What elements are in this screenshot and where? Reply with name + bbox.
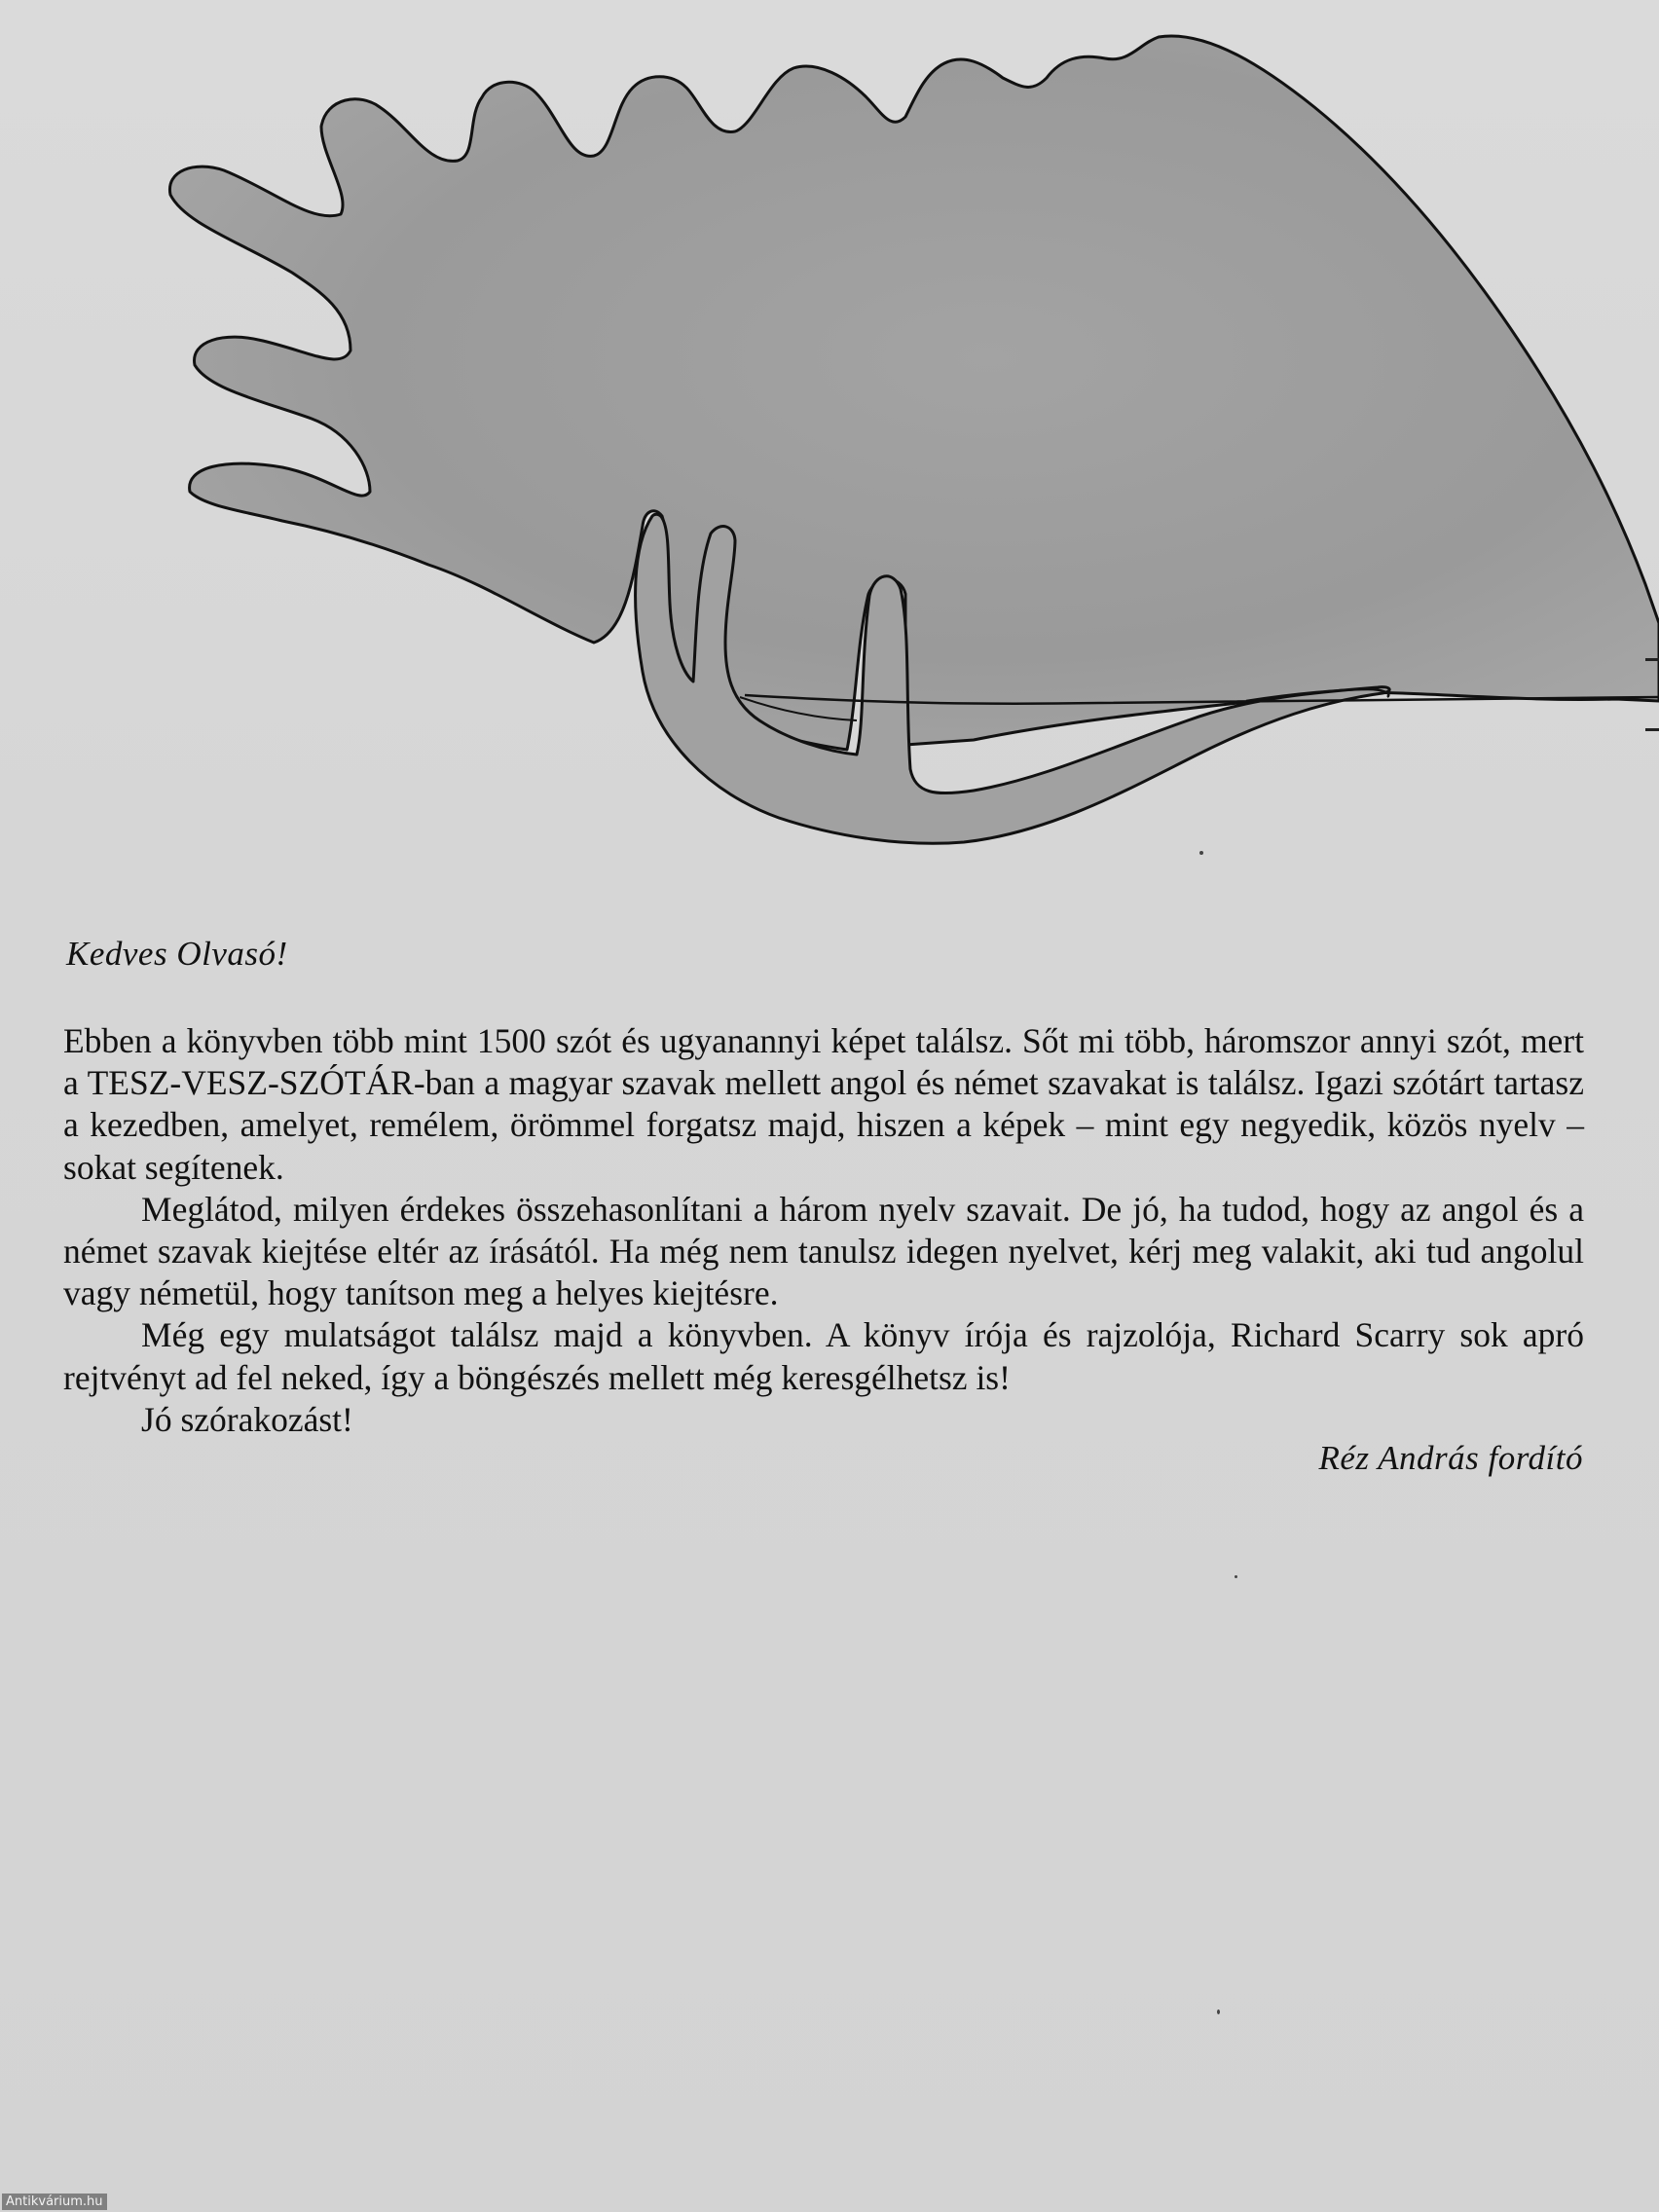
page-edge-marks [1645,643,1659,750]
letter-salutation: Kedves Olvasó! [66,935,288,973]
paragraph-1: Ebben a könyvben több mint 1500 szót és ugyanannyi képet találsz. Sőt mi több, háromszor annyi szót, mert a TESZ-VESZ-SZÓTÁR-ban a magyar szavak mellett angol és német szavakat is találsz. Igazi szótárt tartasz a kezedben, amelyet, remélem, örömmel forgatsz majd, hiszen a képek – mint egy negyedik, közös nyelv – sokat segítenek. [63,1021,1584,1187]
paragraph-3: Még egy mulatságot találsz majd a könyvben. A könyv írója és rajzolója, Richard Scarry sok apró rejtvényt ad fel neked, így a böngészés mellett még keresgélhetsz is! [63,1315,1584,1397]
letter-body [63,1020,1584,1441]
letter-signature: Réz András fordító [1318,1439,1583,1477]
antler-palm [169,36,1659,750]
paragraph-2: Meglátod, milyen érdekes összehasonlítani a három nyelv szavait. De jó, ha tudod, hogy az angol és a német szavak kiejtése eltér az írásától. Ha még nem tanulsz idegen nyelvet, kérj meg valakit, aki tud angolul vagy németül, hogy tanítson meg a helyes kiejtésre. [63,1189,1584,1313]
paragraph-4: Jó szórakozást! [141,1399,353,1439]
speck [1217,2009,1220,2014]
moose-antler-illustration [0,0,1659,876]
speck [1235,1575,1237,1578]
speck [1199,851,1203,855]
watermark: Antikvárium.hu [2,2194,107,2210]
